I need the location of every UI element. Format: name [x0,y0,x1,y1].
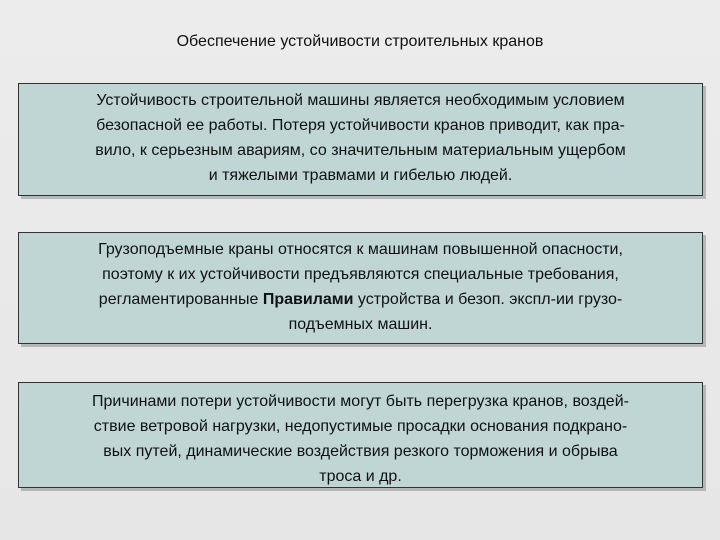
text-line: безопасной ее работы. Потеря устойчивости кранов приводит, как пра- [96,117,625,134]
text-line: подъемных машин. [288,316,433,333]
slide-title: Обеспечение устойчивости строительных кранов [176,33,544,50]
text-segment: устройства и безоп. экспл-ии грузо- [353,291,623,308]
text-line: Грузоподъемные краны относятся к машинам повышенной опасности, [98,241,623,258]
text-line: поэтому к их устойчивости предъявляются специальные требования, [102,266,619,283]
text-segment: регламентированные [98,291,263,308]
text-box-hazard-requirements [18,232,703,344]
text-line: и тяжелыми травмами и гибелью людей. [208,167,513,184]
text-line: троса и др. [319,468,402,485]
text-line [25,287,696,312]
text-box-stability-importance [18,83,703,196]
text-line: Причинами потери устойчивости могут быть перегрузка кранов, воздей- [92,393,629,410]
text-line: ствие ветровой нагрузки, недопустимые просадки основания подкрано- [93,418,628,435]
text-line: вило, к серьезным авариям, со значительным материальным ущербом [95,142,626,159]
text-line: Устойчивость строительной машины является необходимым условием [96,92,625,109]
rules-emphasis: Правилами [262,291,354,308]
text-box-causes [18,382,703,488]
text-line: вых путей, динамические воздействия резкого торможения и обрыва [103,443,618,460]
